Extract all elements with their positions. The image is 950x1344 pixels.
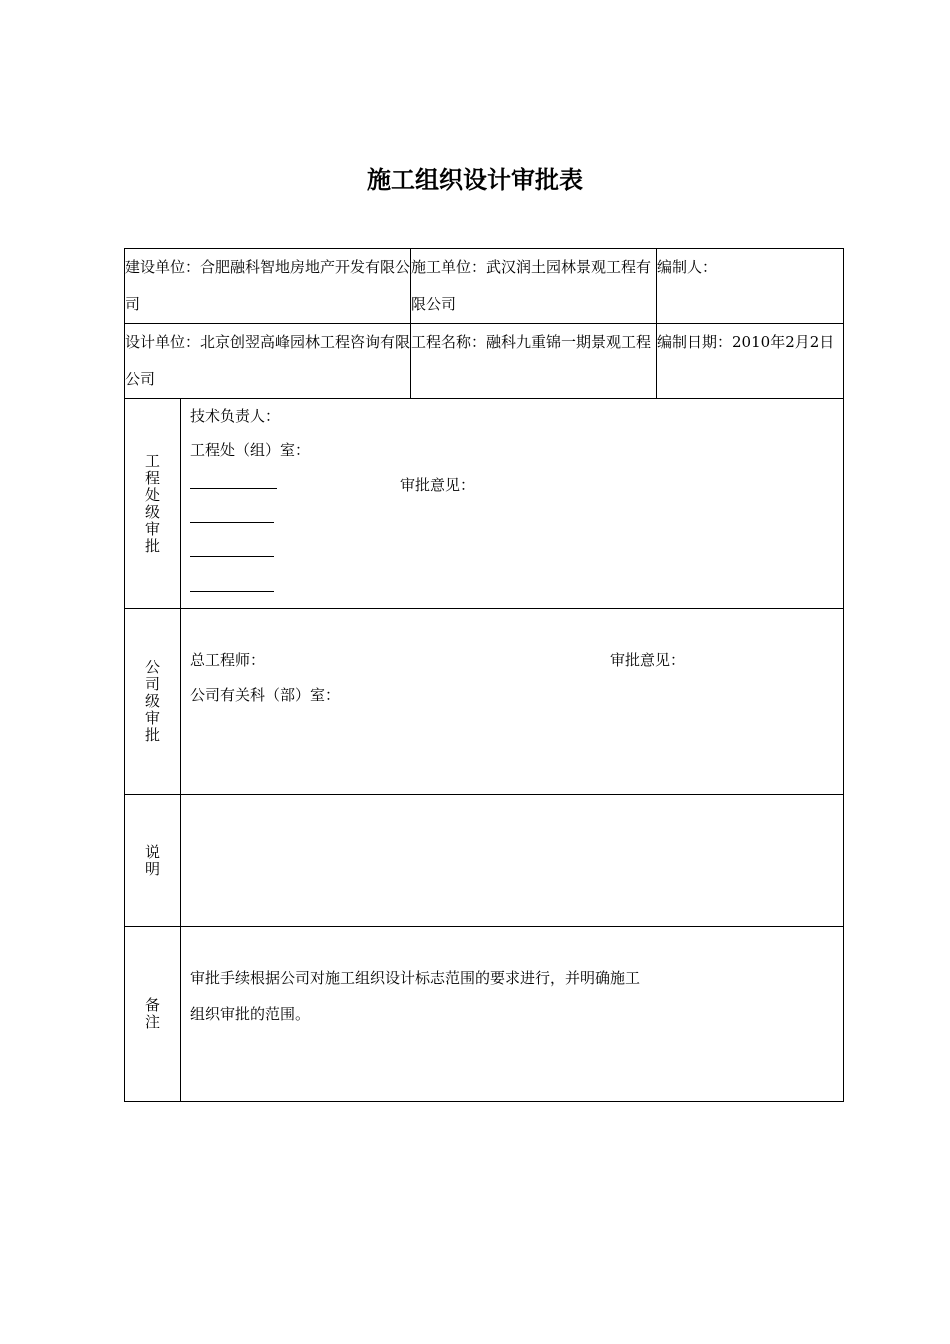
tech-lead-label: 技术负责人：: [190, 407, 281, 425]
chief-engineer-label: 总工程师：: [190, 651, 266, 669]
signature-line: [190, 488, 277, 489]
remarks-text-line2: 组织审批的范围。: [190, 1005, 311, 1023]
explanation-cell: [181, 795, 844, 927]
company-opinion-label: 审批意见：: [610, 651, 686, 669]
company-approval-label: 公 司 级 审 批: [125, 609, 181, 795]
remarks-text-line1: 审批手续根据公司对施工组织设计标志范围的要求进行，并明确施工: [190, 969, 641, 987]
compiler-cell: 编制人：: [657, 249, 844, 324]
build-unit-cell: 建设单位：合肥融科智地房地产开发有限公司: [125, 249, 411, 324]
engineering-opinion-label: 审批意见：: [400, 476, 476, 494]
page-title: 施工组织设计审批表: [367, 166, 583, 194]
design-unit-cell: 设计单位：北京创翌高峰园林工程咨询有限公司: [125, 324, 411, 399]
departments-label: 公司有关科（部）室：: [190, 686, 341, 704]
company-approval-cell: [181, 609, 844, 795]
remarks-cell: [181, 927, 844, 1102]
explanation-label: 说 明: [125, 795, 181, 927]
project-name-cell: 工程名称：融科九重锦一期景观工程: [411, 324, 657, 399]
engineering-approval-cell: [181, 399, 844, 609]
signature-line: [190, 556, 274, 557]
signature-line: [190, 591, 274, 592]
approval-form: [124, 248, 844, 1102]
construct-unit-cell: 施工单位：武汉润土园林景观工程有限公司: [411, 249, 657, 324]
compile-date-cell: 编制日期：2010年2月2日: [657, 324, 844, 399]
office-label: 工程处（组）室：: [190, 441, 311, 459]
engineering-approval-label: 工 程 处 级 审 批: [125, 399, 181, 609]
signature-line: [190, 522, 274, 523]
remarks-label: 备 注: [125, 927, 181, 1102]
